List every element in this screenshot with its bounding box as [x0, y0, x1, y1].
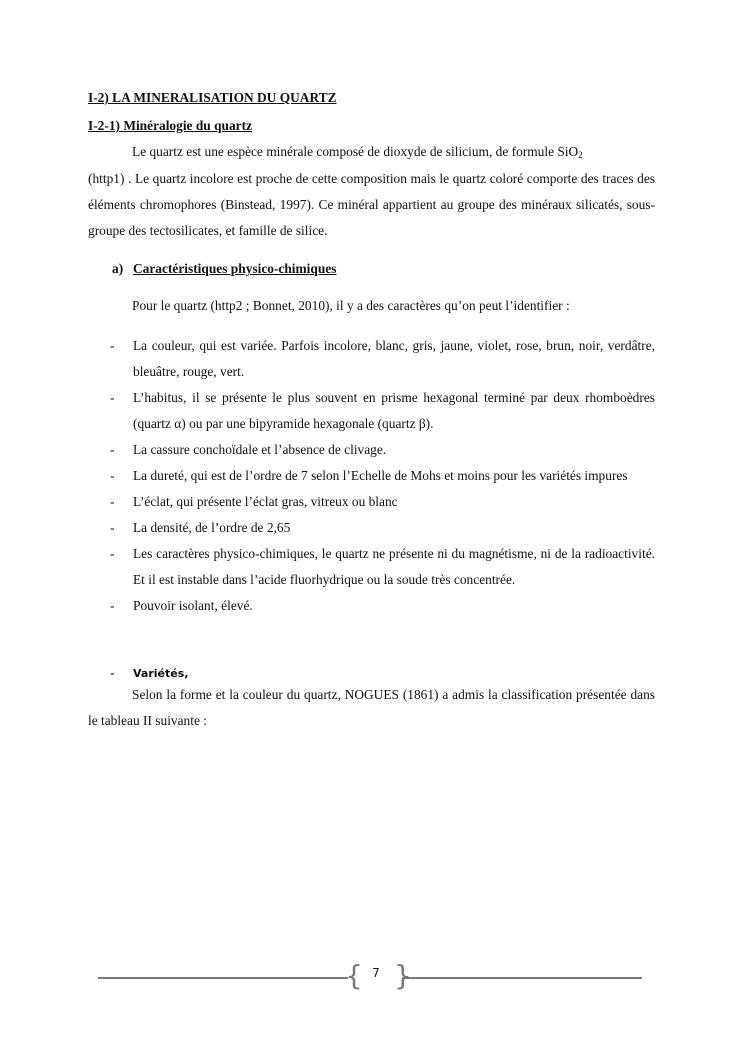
- list-item: [110, 593, 655, 619]
- list-item: [110, 463, 655, 489]
- varietes-label: Variétés,: [133, 667, 189, 680]
- classification-text: Selon la forme et la couleur du quartz, NOGUES (1861) a admis la classification présentée dans le tableau II suivante :: [88, 687, 655, 728]
- list-item-text: La cassure conchoïdale et l’absence de clivage.: [133, 442, 387, 457]
- bullet-dash: -: [110, 520, 115, 535]
- intro-paragraph: [88, 139, 655, 244]
- intro-text-start: Le quartz est une espèce minérale composé de dioxyde de silicium, de formule SiO: [132, 144, 579, 159]
- formula-subscript: 2: [578, 150, 583, 160]
- list-item-text: Les caractères physico-chimiques, le quartz ne présente ni du magnétisme, ni de la radioactivité. Et il est instable dans l’acide fluorhydrique ou la soude très concentrée.: [133, 546, 655, 587]
- bullet-dash: -: [110, 442, 115, 457]
- bullet-dash: -: [110, 598, 115, 613]
- section-a-heading: [112, 256, 655, 282]
- bullet-dash: -: [110, 338, 115, 353]
- bullet-dash: -: [110, 468, 115, 483]
- bullet-dash: -: [110, 546, 115, 561]
- list-item: [110, 437, 655, 463]
- list-item: [110, 541, 655, 593]
- list-item: [110, 333, 655, 385]
- list-item-text: La dureté, qui est de l’ordre de 7 selon l’Echelle de Mohs et moins pour les variétés impures: [133, 468, 628, 483]
- section-heading: I-2) LA MINERALISATION DU QUARTZ: [88, 90, 337, 105]
- section-a-title: Caractéristiques physico-chimiques: [133, 261, 337, 276]
- subsection-heading: I-2-1) Minéralogie du quartz: [88, 118, 253, 133]
- list-item-text: La couleur, qui est variée. Parfois incolore, blanc, gris, jaune, violet, rose, brun, noir, verdâtre, bleuâtre, rouge, vert.: [133, 338, 655, 379]
- characteristics-intro: Pour le quartz (http2 ; Bonnet, 2010), il y a des caractères qu’on peut l’identifier :: [132, 298, 570, 313]
- bullet-dash: -: [110, 494, 115, 509]
- intro-text-rest: (http1) . Le quartz incolore est proche de cette composition mais le quartz coloré comporte des traces des éléments chromophores (Binstead, 1997). Ce minéral appartient au groupe des minéraux silicatés, sous-groupe des tectosilicates, et famille de silice.: [88, 171, 655, 238]
- intro-first-line: [88, 139, 655, 166]
- classification-paragraph: [88, 682, 655, 734]
- section-a-marker: a): [112, 261, 124, 276]
- footer-bracket-left: {: [345, 959, 363, 992]
- bullet-dash: -: [110, 665, 115, 680]
- bullet-dash: -: [110, 390, 115, 405]
- list-item: [110, 385, 655, 437]
- list-item-text: L’éclat, qui présente l’éclat gras, vitreux ou blanc: [133, 494, 398, 509]
- list-item-text: Pouvoir isolant, élevé.: [133, 598, 253, 613]
- footer-bracket-right: }: [394, 959, 412, 992]
- list-item-text: La densité, de l’ordre de 2,65: [133, 520, 291, 535]
- footer-line-left: [98, 977, 348, 979]
- list-item: [110, 515, 655, 541]
- list-item: [110, 489, 655, 515]
- page-number: 7: [372, 966, 380, 980]
- list-item-text: L’habitus, il se présente le plus souvent en prisme hexagonal terminé par deux rhomboèdres (quartz α) ou par une bipyramide hexagonale (quartz β).: [133, 390, 655, 431]
- footer-line-right: [402, 977, 642, 979]
- characteristics-list: [110, 333, 655, 619]
